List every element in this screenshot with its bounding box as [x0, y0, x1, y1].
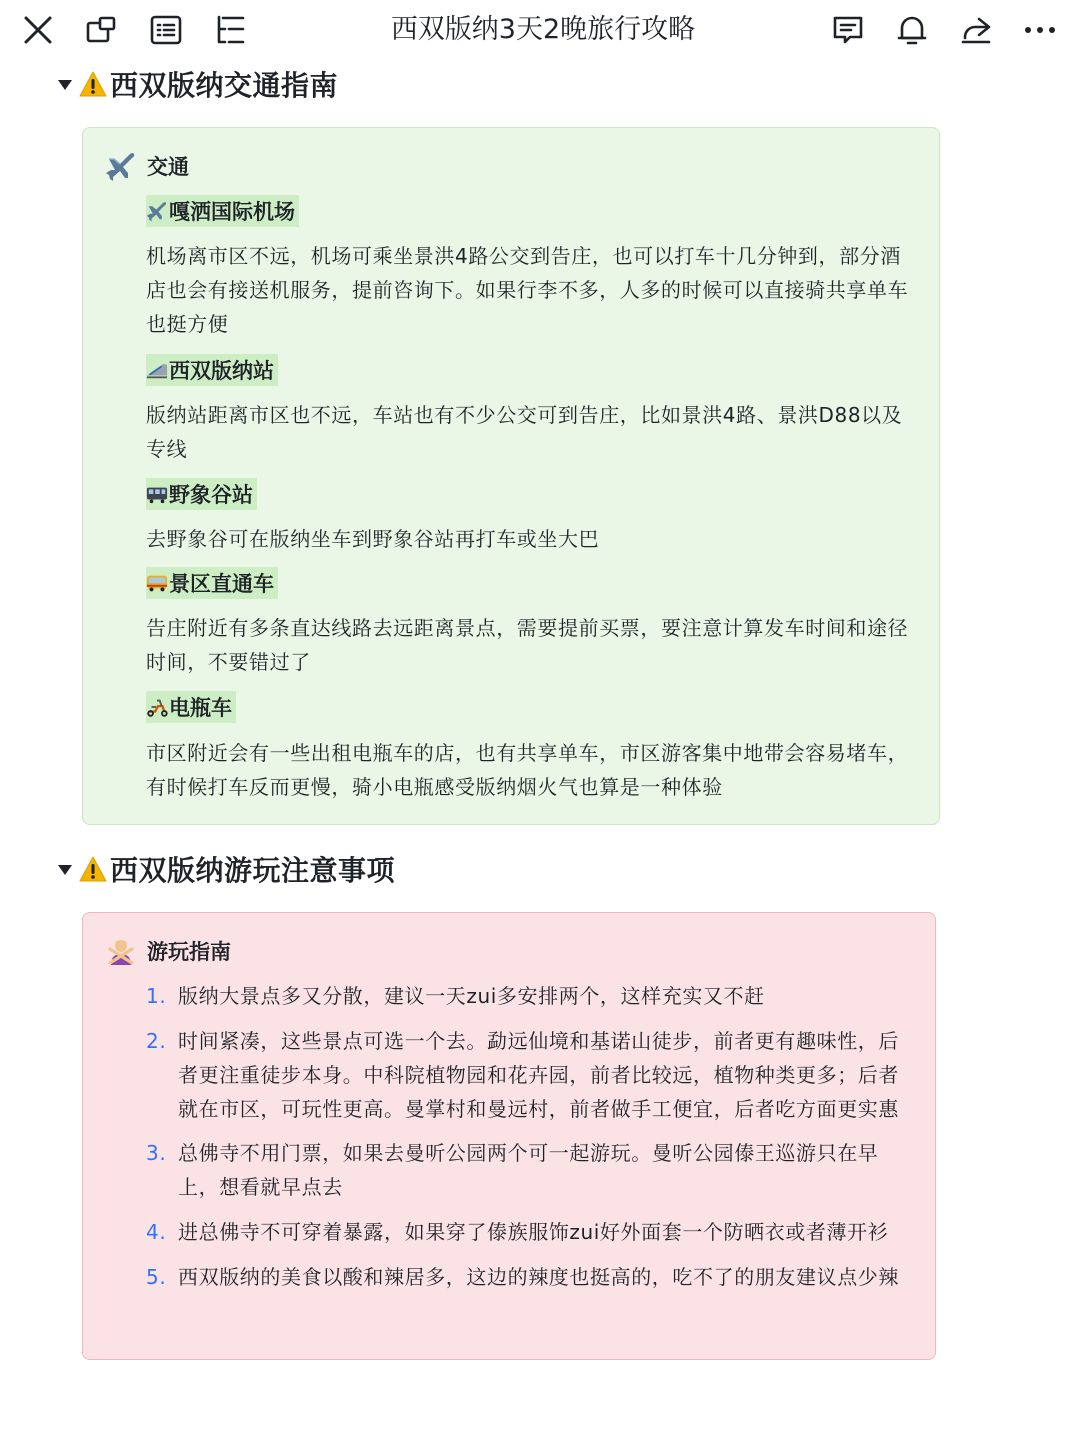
share-icon: [959, 14, 993, 46]
list-number: 3.: [146, 1141, 167, 1165]
collapse-caret-icon[interactable]: [58, 80, 72, 90]
list-text: 时间紧凑，这些景点可选一个去。勐远仙境和基诺山徒步，前者更有趣味性，后者更注重徒步本身。中科院植物园和花卉园，前者比较远，植物种类更多；后者就在市区，可玩性更高。曼掌村和曼远村，前者做手工便宜，后者吃方面更实惠: [178, 1029, 899, 1121]
close-button[interactable]: [16, 10, 60, 50]
callout-header: [105, 934, 231, 968]
more-button[interactable]: [1018, 10, 1062, 50]
section-heading-transport[interactable]: [58, 62, 338, 106]
list-item: [146, 1024, 916, 1126]
person-gesturing-no-icon: [105, 935, 137, 967]
transport-item-text: 机场离市区不远，机场可乘坐景洪4路公交到告庄，也可以打车十几分钟到，部分酒店也会有接送机服务，提前咨询下。如果行李不多，人多的时候可以直接骑共享单车也挺方便: [146, 244, 909, 336]
bell-icon: [896, 13, 928, 47]
list-text: 版纳大景点多又分散，建议一天zui多安排两个，这样充实又不赶: [178, 984, 765, 1008]
transport-item-text: 市区附近会有一些出租电瓶车的店，也有共享单车，市区游客集中地带会容易堵车，有时候打车反而更慢，骑小电瓶感受版纳烟火气也算是一种体验: [146, 741, 909, 799]
callout-header: [105, 149, 189, 183]
railway-car-icon: [146, 483, 168, 505]
warning-icon: [78, 70, 108, 98]
transport-item-title: 电瓶车: [169, 696, 232, 720]
transport-item-heading: [146, 354, 278, 386]
outline-button[interactable]: [144, 10, 188, 50]
floating-window-button[interactable]: [80, 10, 124, 50]
list-item: [146, 979, 916, 1013]
list-text: 西双版纳的美食以酸和辣居多，这边的辣度也挺高的，吃不了的朋友建议点少辣: [178, 1265, 899, 1289]
list-item: [146, 1260, 916, 1294]
transport-item-title: 西双版纳站: [169, 359, 274, 383]
transport-item-heading: [146, 691, 236, 723]
transport-item-title: 野象谷站: [169, 483, 253, 507]
list-number: 1.: [146, 984, 167, 1008]
callout-title: 交通: [147, 155, 189, 179]
list-text: 总佛寺不用门票，如果去曼听公园两个可一起游玩。曼听公园傣王巡游只在早上，想看就早点去: [178, 1141, 879, 1199]
list-item: [146, 1136, 916, 1204]
table-of-contents-button[interactable]: [208, 10, 252, 50]
tree-icon: [213, 14, 247, 46]
transport-item-heading: [146, 567, 278, 599]
scooter-icon: [146, 696, 168, 718]
transport-item-heading: [146, 195, 299, 227]
train-icon: [146, 359, 168, 381]
section-heading-tips[interactable]: [58, 847, 395, 891]
warning-icon: [78, 855, 108, 883]
more-icon: [1023, 25, 1057, 35]
section-heading-text: 西双版纳交通指南: [110, 69, 339, 102]
airplane-icon: [146, 200, 168, 222]
top-toolbar: [0, 0, 1080, 62]
outline-icon: [149, 14, 183, 46]
transport-item-heading: [146, 478, 257, 510]
close-icon: [22, 14, 54, 46]
list-number: 4.: [146, 1220, 167, 1244]
notification-button[interactable]: [890, 10, 934, 50]
share-button[interactable]: [954, 10, 998, 50]
transport-item-text: 告庄附近有多条直达线路去远距离景点，需要提前买票，要注意计算发车时间和途径时间，不要错过了: [146, 616, 909, 674]
comment-button[interactable]: [826, 10, 870, 50]
list-number: 5.: [146, 1265, 167, 1289]
bus-icon: [146, 572, 168, 594]
airplane-icon: [105, 150, 137, 182]
document-title: 西双版纳3天2晚旅行攻略: [390, 14, 696, 45]
list-number: 2.: [146, 1029, 167, 1053]
collapse-caret-icon[interactable]: [58, 865, 72, 875]
transport-item-title: 嘎洒国际机场: [169, 200, 295, 224]
comment-icon: [831, 14, 865, 46]
list-item: [146, 1215, 916, 1249]
transport-item-text: 版纳站距离市区也不远，车站也有不少公交可到告庄，比如景洪4路、景洪D88以及专线: [146, 403, 903, 461]
section-heading-text: 西双版纳游玩注意事项: [110, 854, 396, 887]
list-text: 进总佛寺不可穿着暴露，如果穿了傣族服饰zui好外面套一个防晒衣或者薄开衫: [178, 1220, 889, 1244]
window-icon: [85, 15, 119, 45]
callout-title: 游玩指南: [147, 940, 231, 964]
transport-item-text: 去野象谷可在版纳坐车到野象谷站再打车或坐大巴: [146, 527, 600, 551]
transport-item-title: 景区直通车: [169, 572, 274, 596]
